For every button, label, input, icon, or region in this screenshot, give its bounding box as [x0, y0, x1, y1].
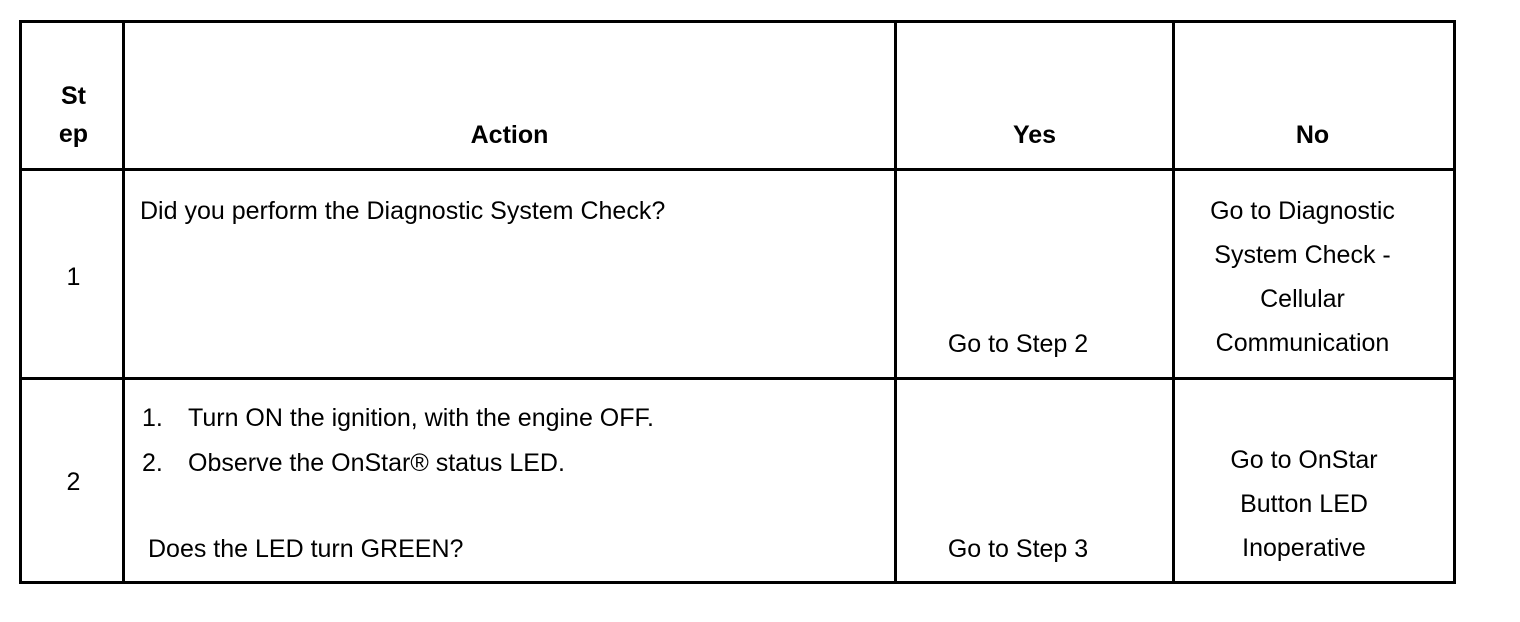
row1-action: Did you perform the Diagnostic System Check?: [140, 197, 666, 225]
row1-step: 1: [66, 263, 81, 291]
header-step-line1: St: [61, 82, 86, 110]
header-yes: Yes: [1012, 121, 1057, 149]
header-no: No: [1295, 121, 1330, 149]
row1-no-line: Cellular: [1260, 285, 1345, 313]
diagnostic-table: [19, 20, 1456, 584]
header-step: [25, 77, 122, 153]
row2-action-item: [142, 396, 654, 440]
row2-no-line: Inoperative: [1242, 534, 1366, 562]
list-number: 1.: [142, 404, 163, 432]
header-action: Action: [470, 121, 549, 149]
row1-no-line: Go to Diagnostic: [1210, 197, 1395, 225]
list-text: Turn ON the ignition, with the engine OFF.: [188, 404, 654, 432]
row-divider: [22, 377, 1453, 380]
row2-yes: Go to Step 3: [947, 535, 1089, 563]
column-divider: [894, 23, 897, 581]
row2-no: [1175, 438, 1433, 570]
row2-step: 2: [66, 468, 81, 496]
row1-no-line: System Check -: [1214, 241, 1391, 269]
row-divider: [22, 168, 1453, 171]
column-divider: [122, 23, 125, 581]
row2-no-line: Go to OnStar: [1230, 446, 1378, 474]
list-number: 2.: [142, 449, 163, 477]
row1-no: [1175, 189, 1430, 365]
list-text: Observe the OnStar® status LED.: [188, 449, 565, 477]
row1-yes: Go to Step 2: [947, 330, 1089, 358]
row2-no-line: Button LED: [1240, 490, 1368, 518]
row1-no-line: Communication: [1215, 329, 1390, 357]
row2-action-question: Does the LED turn GREEN?: [148, 535, 464, 563]
header-step-line2: ep: [58, 120, 89, 148]
row2-action-item: [142, 441, 565, 485]
